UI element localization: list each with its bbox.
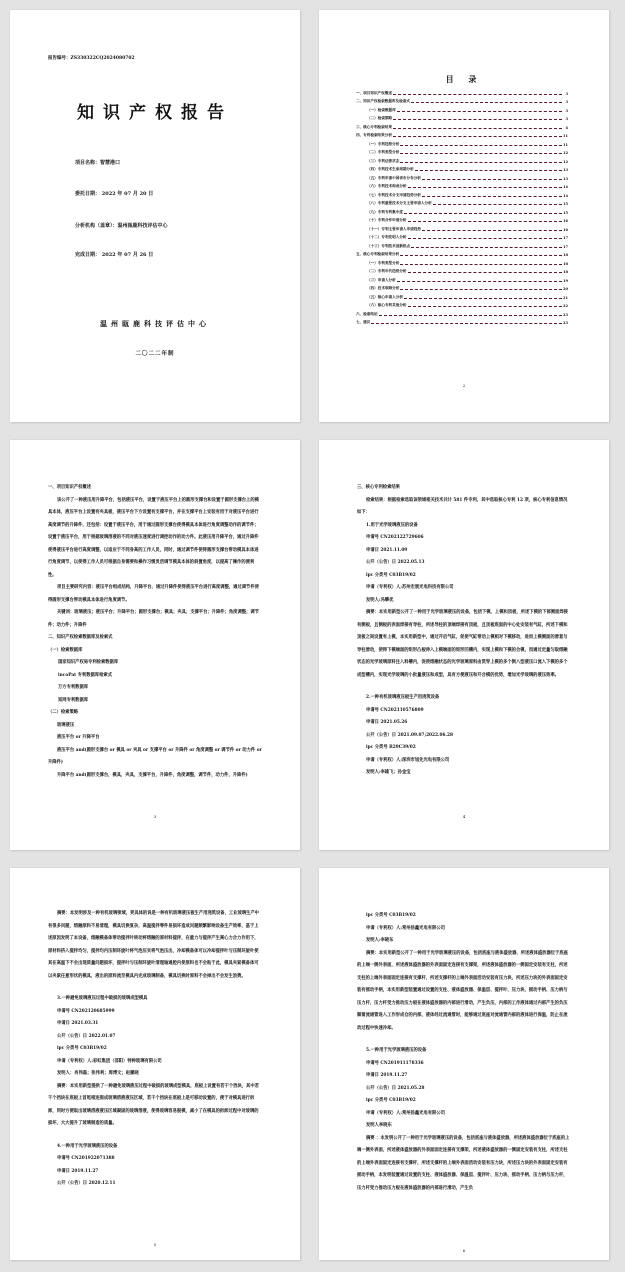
toc-entry-page: 20 xyxy=(563,287,569,291)
toc-entry-label: （二）专利类型分析 xyxy=(367,150,400,154)
patent-title: 1.用于光学玻璃液压的设备 xyxy=(366,522,418,528)
toc-entry-page: 18 xyxy=(563,270,569,274)
page-number: 5 xyxy=(153,1242,157,1247)
toc-leader xyxy=(422,196,562,197)
toc-leader xyxy=(400,289,562,290)
toc-entry-page: 17 xyxy=(563,236,569,240)
toc-entry-page: 17 xyxy=(563,244,569,249)
publication-date: 公开（公告）日 2020.12.11 xyxy=(57,1181,116,1186)
toc-leader xyxy=(411,247,562,248)
section-heading: 一、项目知识产权概述 xyxy=(48,485,91,490)
toc-leader xyxy=(379,315,562,316)
ipc-class: ipc 分类号 C03B19/02 xyxy=(366,1098,416,1103)
toc-entry[interactable] xyxy=(356,257,568,266)
toc-entry[interactable] xyxy=(356,164,568,173)
toc-entry[interactable] xyxy=(356,198,568,207)
toc-title: 目 录 xyxy=(445,74,483,84)
patent-title: 2.一种有机玻璃液压板生产用浇筑设备 xyxy=(366,695,440,700)
toc-entry-label: （八）专利重要技术分支主要申请人分析 xyxy=(367,201,432,205)
toc-leader xyxy=(433,204,562,205)
application-number: 申请号 CN201922071388 xyxy=(57,1156,115,1161)
page-table-of-contents xyxy=(319,10,609,422)
toc-entry-page: 13 xyxy=(563,168,569,172)
analysis-agency: 分析机构（盖章）：温州瓯鹿科技评估中心 xyxy=(75,223,168,229)
publication-date: 公开（公告）日 2022.05.13 xyxy=(366,560,425,565)
report-title: 知识产权报告 xyxy=(77,103,233,123)
patent-title: 5.一种用于光学玻璃液压的设备 xyxy=(366,1048,427,1053)
database-item: 万方专利数据库 xyxy=(58,685,89,690)
toc-entry-page: 16 xyxy=(563,227,569,232)
toc-leader xyxy=(408,272,562,273)
toc-entry-label: （十）专利合作申请分析 xyxy=(367,218,407,222)
toc-leader xyxy=(397,111,562,112)
toc-entry-page: 13 xyxy=(563,176,569,181)
toc-entry-label: （四）技术领域分析 xyxy=(367,286,400,290)
toc-entry-page: 14 xyxy=(563,185,569,189)
toc-entry-page: 12 xyxy=(563,159,569,164)
strategy-item: 液压平台 or 升降平台 xyxy=(57,735,100,740)
toc-entry-label: 二、知识产权检索数据库及检索式 xyxy=(356,99,410,103)
toc-entry-label: 四、专利检索结果分析 xyxy=(356,133,392,137)
strategy-item: 升降平台 and(圆形支撑台，模具，夹具，支撑平台，升降件，角度调整，调节件，动力件，升降件) xyxy=(57,772,248,778)
ipc-class: ipc 分类号 B29C39/02 xyxy=(366,745,416,750)
page-6 xyxy=(319,868,609,1260)
abstract: 摘要 ：本发明公开了一种用于光学玻璃液压的设备，包括底座与液体盛放器，所述液体盛放器位于底座的上端一侧外表面，所述液体盛放器的外表面固定连接有支撑架，所述液体盛放器的一侧固定安装有支柱，所述支柱的上端外表面固定连接有支撑杆，所述支撑杆的上端外表面活动安装有压力块，所述压力块的外表面固定安装有摇动手柄，本发明装置通过设置的支柱、液体盛放器、保温层、搅拌叶、压力块、摇动手柄、压力柄与压力杆，压力杆受力推动压力板在液体盛放器的内部进行滑动，产生负 xyxy=(357,1135,570,1191)
toc-list xyxy=(356,87,568,325)
toc-entry[interactable] xyxy=(356,266,568,275)
toc-entry[interactable] xyxy=(356,223,568,232)
toc-entry-label: （一）专利类型分析 xyxy=(367,260,400,265)
inventor: 发明人:冯攀优 xyxy=(366,597,394,603)
toc-entry[interactable] xyxy=(356,215,568,224)
toc-leader xyxy=(400,145,562,146)
toc-entry-label: （九）专利专利集中度 xyxy=(367,209,403,214)
toc-entry-label: （六）核心专利其他分析 xyxy=(367,303,407,307)
page-number: 6 xyxy=(462,1248,466,1253)
abstract: 摘要：本实用新型提供了一种避免玻璃液压过程中破损的玻璃成型模具，底板上设置有若干个挡块，其中若干个挡块在底板上首尾相连围成玻璃溶液液压区域，若干个挡块在底板上是可移动设置的，便于对模具进行拆卸，同时方便取出玻璃溶液液压区域凝固的玻璃溶液，使得玻璃容易脱模，减小了在模具的拆卸过程中对玻璃的损坏，大大提升了玻璃制造的质量。 xyxy=(48,1083,259,1126)
toc-entry-page: 3 xyxy=(565,108,568,113)
toc-entry-label: （二）专利年代趋势分析 xyxy=(367,269,407,273)
toc-entry[interactable] xyxy=(356,87,568,96)
toc-leader xyxy=(408,187,562,188)
inventor: 发明人李晓东 xyxy=(366,1123,392,1128)
toc-leader xyxy=(415,170,562,171)
patent-title: 3.一种避免玻璃液压过程中破损的玻璃成型模具 xyxy=(57,996,148,1001)
toc-entry-label: （十二）专利发明人分析 xyxy=(367,235,407,239)
toc-entry[interactable] xyxy=(356,283,568,292)
toc-entry-label: （三）申请人分析 xyxy=(367,277,396,282)
toc-entry[interactable] xyxy=(356,130,568,139)
application-number: 申请号 CN202120685999 xyxy=(57,1008,115,1014)
toc-entry-label: 七、建议 xyxy=(356,320,371,324)
application-date: 申请日 2019.11.27 xyxy=(366,1073,408,1078)
toc-leader xyxy=(393,94,562,95)
toc-entry[interactable] xyxy=(356,147,568,156)
toc-leader xyxy=(400,153,562,154)
toc-entry-label: （一）专利趋势分析 xyxy=(367,141,400,146)
toc-leader xyxy=(400,162,562,163)
application-date: 申请日 2021.11.09 xyxy=(366,547,408,553)
toc-entry-page: 12 xyxy=(563,151,569,155)
strategy-item: 液压平台 and(圆形支撑台 or 模具 or 夹具 or 支撑平台 or 升降件 or 角度调整 or 调节件 or 动力件 or 升降件) xyxy=(48,747,262,765)
publication-date: 公开（公告）日 2021.09.07;2022.06.28 xyxy=(366,732,453,738)
page-number: 4 xyxy=(462,814,466,819)
project-name: 项目名称：智慧港口 xyxy=(75,160,121,166)
issue-year: 二〇二二年制 xyxy=(135,351,175,357)
toc-entry-label: （二）检索策略 xyxy=(367,116,393,120)
application-date: 申请日 2021.05.26 xyxy=(366,720,408,725)
section-heading: 二、知识产权检索数据库及检索式 xyxy=(48,635,113,640)
ipc-class: ipc 分类号 C03B19/02 xyxy=(366,913,416,918)
organization-name: 温州瓯鹿科技评估中心 xyxy=(100,319,210,328)
abstract: 摘要：本实用新型公开了一种用于光学玻璃液压的设备，包括底座与液体盛放器，所述液体盛放器位于底座的上端一侧外表面，所述液体盛放器的外表面固定连接有支撑架，所述液体盛放器的一侧固定安装有支柱，所述支柱的上端外表面固定连接有支撑杆，所述支撑杆的上端外表面活动安装有压力块，所述压力块的外表面固定安装有摇动手柄，本实用新型装置通过设置的支柱、液体盛放器、保温层、搅拌叶、压力块、摇动手柄、压力柄与压力杆，压力杆受力推动压力板在液体盛放器的内部进行滑动，产生负压，内部的工作液体通过内部产生的负压顺着流通管进入工作形成仓的内部，液体经过流通管时，能够通过底座对流通管内部的液体进行保温，防止在流动过程中快速冷却。 xyxy=(357,950,568,1031)
toc-entry-label: （七）专利技术分支申请趋势分析 xyxy=(367,192,421,197)
toc-entry-page: 3 xyxy=(565,117,568,121)
inventor: 发明人:李雄飞；孙金宝 xyxy=(366,770,411,775)
keywords: 关键词：玻璃液压；液压平台；升降平台；圆形支撑台；模具；夹具；支撑平台；升降件；角度调整；调节件；动力件；升降件 xyxy=(48,610,259,628)
toc-leader xyxy=(371,323,562,324)
toc-leader xyxy=(397,281,562,282)
page-4 xyxy=(319,440,609,850)
database-item: 国家知识产权局专利检索数据库 xyxy=(58,660,119,665)
toc-leader xyxy=(408,238,562,239)
toc-entry-page: 23 xyxy=(563,321,569,325)
toc-entry-page: 11 xyxy=(563,134,569,138)
toc-entry-page: 3 xyxy=(565,91,568,96)
toc-entry-label: （五）专利申请中国省市分布分析 xyxy=(367,175,421,180)
toc-entry-page: 14 xyxy=(563,193,569,198)
subsection-heading: （二）检索策略 xyxy=(48,710,79,715)
paragraph: 项目主要研究内容：液压平台组成结构，升降平台，通过升降件使得液压平台进行高度调整，通过调节件使得圆形支撑台带动模具本体进行角度调节。 xyxy=(48,585,259,603)
toc-entry[interactable] xyxy=(356,189,568,198)
toc-entry-page: 11 xyxy=(563,142,569,147)
application-number: 申请号 CN201911178336 xyxy=(366,1060,424,1066)
toc-entry[interactable] xyxy=(356,274,568,283)
toc-leader xyxy=(408,221,562,222)
application-date: 申请日 2021.03.31 xyxy=(57,1021,99,1026)
toc-entry[interactable] xyxy=(356,317,568,326)
inventor: 发明人：肖伟磊；张伟利；周博文；赵履晓 xyxy=(57,1071,139,1076)
toc-entry-page: 15 xyxy=(563,202,569,206)
toc-entry-label: 六、检索结论 xyxy=(356,311,378,316)
applicant: 申请（专利权）人:苏州宏展光电科技有限公司 xyxy=(366,585,454,590)
toc-leader xyxy=(393,136,562,137)
completion-date: 完成日期： 2022 年 07 月 26 日 xyxy=(75,252,154,258)
toc-entry-label: （六）专利技术构成分析 xyxy=(367,184,407,188)
applicant: 申请（专利权）人:彩虹集团（邵阳）特种玻璃有限公司 xyxy=(57,1058,162,1064)
toc-entry-label: 一、项目知识产权概述 xyxy=(356,90,392,95)
toc-entry-label: （五）核心申请人分析 xyxy=(367,294,403,299)
toc-leader xyxy=(408,306,562,307)
commission-date: 委托日期： 2022 年 07 月 20 日 xyxy=(75,191,154,197)
abstract: 摘要：本实用新型公开了一种用于光学玻璃液压的设备，包括下模、上模和顶板，所述下模的下部侧面焊接有侧板，且侧板的表面焊接有导柱，所述导柱的顶端焊接有顶板，且顶板底面的中心处安装有气缸，所述下模和顶板之间设置有上模，本实用新型中，通过开启气缸，促使气缸带动上模相对下模移动，进而上模侧面的滑套与导柱滑动，使得下模端面的矩形凸板伸入上模端面的矩形凹槽内，实现上模和下模的合模，而通过定量匀取熔融状态的光学玻璃原料注入料槽内，促使熔融状态的光学玻璃原料由贯穿上模的多个倒八型液压口流入下模的多个成型槽内，实现光学玻璃的小批量液压和成型，具有方便液压和开合模的优势，增加光学玻璃的液压效率。 xyxy=(357,610,568,678)
database-item: 知网专利数据库 xyxy=(58,697,89,703)
application-date: 申请日 2019.11.27 xyxy=(57,1168,99,1174)
toc-entry-page: 22 xyxy=(563,304,569,308)
toc-entry-label: （三）专利法律状态 xyxy=(367,158,400,163)
toc-entry[interactable] xyxy=(356,240,568,249)
page-3 xyxy=(10,440,300,850)
publication-date: 公开（公告）日 2022.01.07 xyxy=(57,1033,116,1039)
toc-entry[interactable] xyxy=(356,138,568,147)
toc-leader xyxy=(422,230,562,231)
page-number: 3 xyxy=(153,814,157,819)
toc-entry[interactable] xyxy=(356,113,568,122)
toc-entry[interactable] xyxy=(356,181,568,190)
toc-entry-page: 15 xyxy=(563,210,569,215)
page-cover xyxy=(10,10,300,422)
toc-leader xyxy=(411,102,562,103)
toc-entry[interactable] xyxy=(356,291,568,300)
database-item: incoPat 专利数据库检索式 xyxy=(58,672,112,678)
application-number: 申请号 CN202110576809 xyxy=(366,707,424,713)
paragraph: 检索结果：根据检索选取该领域相关技术共计 581 件专利，其中选取核心专利 12 项，核心专利信息情况如下： xyxy=(357,497,568,515)
applicant: 申请（专利权）人:常州扬鑫光电有限公司 xyxy=(366,925,445,931)
toc-entry-page: 18 xyxy=(563,261,569,266)
ipc-class: ipc 分类号 C03B19/02 xyxy=(366,572,416,578)
ipc-class: ipc 分类号 C03B19/02 xyxy=(57,1046,107,1051)
application-number: 申请号 CN202122729606 xyxy=(366,535,424,540)
page-5 xyxy=(10,868,300,1260)
inventor: 发明人:李晓东 xyxy=(366,938,394,943)
toc-entry-page: 3 xyxy=(565,100,568,104)
report-number: 报告编号：ZS330322CQ2024080702 xyxy=(48,56,135,61)
toc-entry-page: 19 xyxy=(563,278,569,283)
toc-entry-page: 4 xyxy=(565,125,568,130)
toc-entry-page: 21 xyxy=(563,295,569,300)
strategy-item: 玻璃液压 xyxy=(57,722,75,728)
patent-title: 4.一种用于光学玻璃液压的设备 xyxy=(57,1143,118,1149)
page-number: 2 xyxy=(462,383,466,388)
toc-leader xyxy=(422,179,562,180)
toc-entry[interactable] xyxy=(356,155,568,164)
toc-leader xyxy=(400,264,562,265)
toc-entry[interactable] xyxy=(356,249,568,258)
toc-entry[interactable] xyxy=(356,206,568,215)
toc-entry-page: 23 xyxy=(563,312,569,317)
toc-entry[interactable] xyxy=(356,121,568,130)
toc-entry[interactable] xyxy=(356,308,568,317)
toc-entry[interactable] xyxy=(356,96,568,105)
toc-leader xyxy=(404,298,562,299)
toc-entry-page: 18 xyxy=(563,253,569,257)
applicant: 申请（专利权）人:常州扬鑫光电有限公司 xyxy=(366,1110,445,1116)
toc-entry-label: （四）专利技术生命周期分析 xyxy=(367,167,414,171)
toc-entry-label: 三、核心专利检索结果 xyxy=(356,124,392,129)
publication-date: 公开（公告）日 2021.05.28 xyxy=(366,1085,425,1091)
abstract: 摘要：本发明涉及一种有机玻璃领域，更具体的说是一种有机玻璃液压板生产用浇筑设备，工业玻璃生产中有很多问题，熔融原料不易清理，模具切换复杂，高温搅拌零件易损坏造成问题频繁影响设备生产效率，基于上述原因发明了本设备，熔融模备体带动搅拌叶转动将熔融的原材料搅拌，在重力与搅拌产生离心力合力作用下，原材料挤入搅拌均匀，搅拌均内压制环旋叶将气泡压实将气泡压出，冷却模备体可以冷却搅拌叶与压制环旋叶使其在高温下不会出现质量问题损坏，搅拌叶与压制环旋叶清理轴通腔内使原料也不会粘于此，模具夹紧模备体可以夹紧任意形状的模具，液出的原料流至模具内完成玻璃制备，模具切换时原料不会掉出不会发生浪费。 xyxy=(48,911,259,979)
applicant: 申请（专利权）人:深圳市旭先光电有限公司 xyxy=(366,757,450,763)
toc-entry-label: （十三）专利技术创新热点 xyxy=(367,243,411,248)
subsection-heading: （一）检索数据库 xyxy=(48,647,83,653)
toc-entry[interactable] xyxy=(356,232,568,241)
toc-leader xyxy=(393,119,562,120)
section-heading: 三、核心专利检索结果 xyxy=(357,485,400,490)
toc-entry-label: （十一）专利主要申请人申请趋势 xyxy=(367,226,421,231)
toc-leader xyxy=(400,255,562,256)
toc-entry[interactable] xyxy=(356,104,568,113)
toc-leader xyxy=(393,128,562,129)
toc-leader xyxy=(404,213,562,214)
paragraph: 该公开了一种液压用升降平台，包括液压平台，设置于液压平台上的圆形支撑台和设置于圆形支撑台上的模具本体，液压平台上设置有夹具板，液压平台下方设置有支撑平台，并在支撑平台上安装有用于对液压平台进行高度调节的升降件，还包括：设置于液压平台，用于通过圆形支撑台使得模具本体进行角度调整动作的调节件；设置于液压平台，用于根据玻璃溶液的不同对液压速度进行调控动作的动力件。此液压用升降平台，通过升降件使得液压平台进行高度调整，以适应于不同身高的工作人员，同时，通过调节件使得圆形支撑台带动模具本体进行角度调节，以使得工作人员可根据自身需要和操作习惯灵活调节模具本体的斜置角度，以提高了操作的便利性。 xyxy=(48,497,259,578)
toc-entry[interactable] xyxy=(356,300,568,309)
toc-entry-label: （一）检索数据库 xyxy=(367,107,396,112)
toc-entry-page: 16 xyxy=(563,219,569,223)
toc-entry[interactable] xyxy=(356,172,568,181)
toc-entry-label: 五、核心专利检索结果分析 xyxy=(356,252,400,256)
